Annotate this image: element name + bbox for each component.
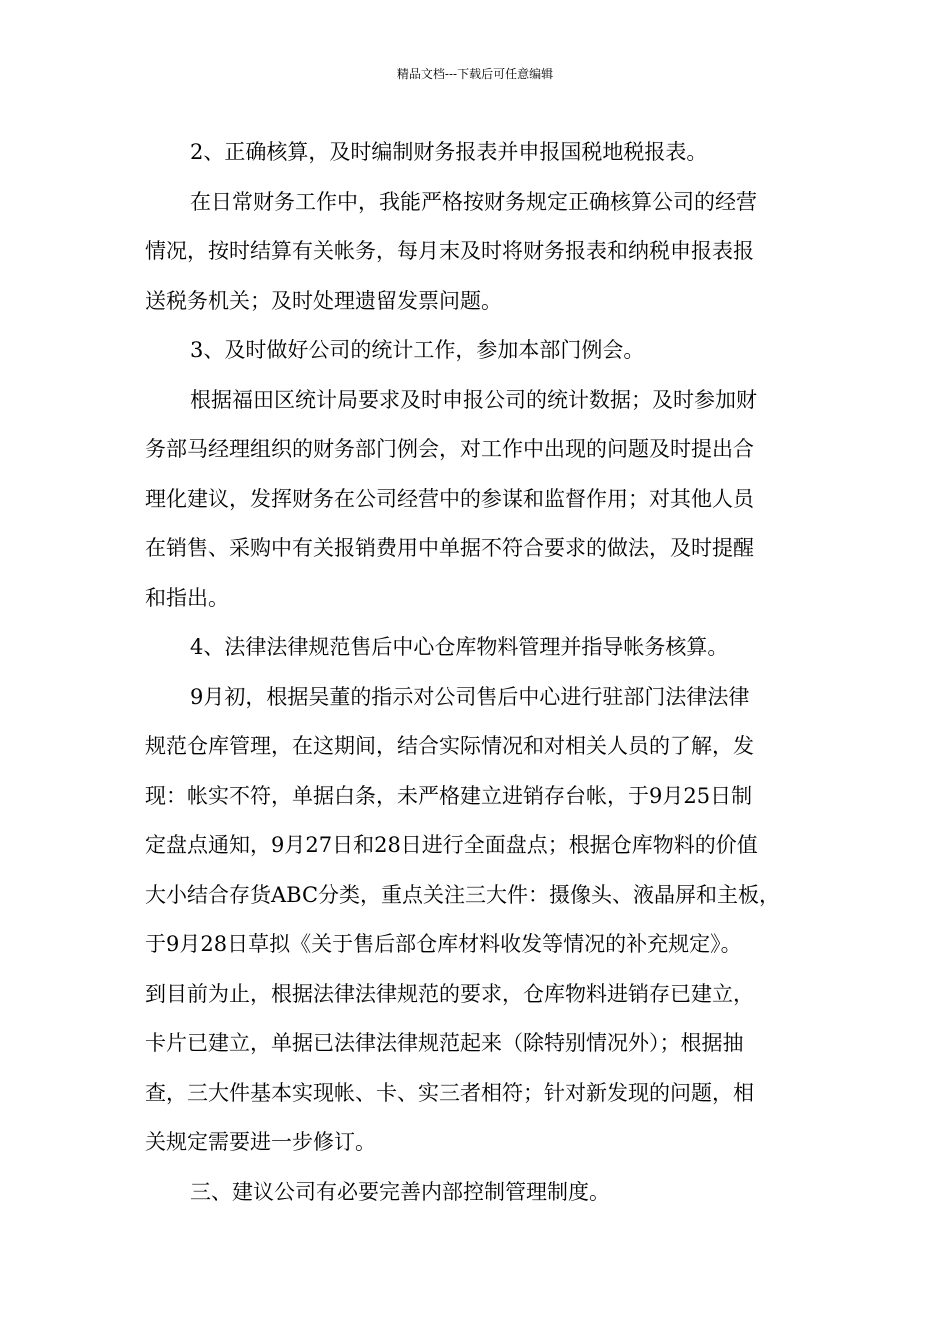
text-line: 送税务机关；及时处理遗留发票问题。: [145, 288, 502, 313]
text-line: 大小结合存货ABC分类，重点关注三大件：摄像头、液晶屏和主板，: [145, 882, 781, 907]
text-line: 2、正确核算，及时编制财务报表并申报国税地税报表。: [190, 140, 708, 164]
text-line: 9月初，根据吴董的指示对公司售后中心进行驻部门法律法律: [190, 684, 750, 709]
text-line: 现：帐实不符，单据白条，未严格建立进销存台帐，于9月25日制: [145, 783, 753, 808]
text-line: 规范仓库管理，在这期间，结合实际情况和对相关人员的了解，发: [145, 734, 754, 758]
text-line: 情况，按时结算有关帐务，每月末及时将财务报表和纳税申报表报: [145, 239, 754, 263]
text-line: 4、法律法律规范售后中心仓库物料管理并指导帐务核算。: [190, 635, 729, 659]
text-line: 3、及时做好公司的统计工作，参加本部门例会。: [190, 338, 645, 362]
page-header: 精品文档---下载后可任意编辑: [396, 67, 554, 81]
text-line: 到目前为止，根据法律法律规范的要求，仓库物料进销存已建立，: [145, 981, 754, 1006]
text-line: 定盘点通知，9月27日和28日进行全面盘点；根据仓库物料的价值: [145, 833, 758, 857]
text-line: 务部马经理组织的财务部门例会，对工作中出现的问题及时提出合: [145, 437, 754, 461]
text-line: 根据福田区统计局要求及时申报公司的统计数据；及时参加财: [190, 387, 757, 412]
text-line: 关规定需要进一步修订。: [145, 1130, 376, 1154]
text-line: 卡片已建立，单据已法律法律规范起来（除特别情况外）；根据抽: [145, 1031, 744, 1055]
text-line: 理化建议，发挥财务在公司经营中的参谋和监督作用；对其他人员: [145, 486, 754, 511]
text-line: 在日常财务工作中，我能严格按财务规定正确核算公司的经营: [190, 189, 757, 214]
text-line: 于9月28日草拟《关于售后部仓库材料收发等情况的补充规定》。: [145, 932, 742, 956]
document-body: [145, 128, 825, 1217]
text-line: 在销售、采购中有关报销费用中单据不符合要求的做法，及时提醒: [145, 536, 754, 560]
text-line: 查，三大件基本实现帐、卡、实三者相符；针对新发现的问题，相: [145, 1080, 754, 1105]
text-line: 三、建议公司有必要完善内部控制管理制度。: [190, 1179, 610, 1204]
text-line: 和指出。: [145, 585, 229, 610]
